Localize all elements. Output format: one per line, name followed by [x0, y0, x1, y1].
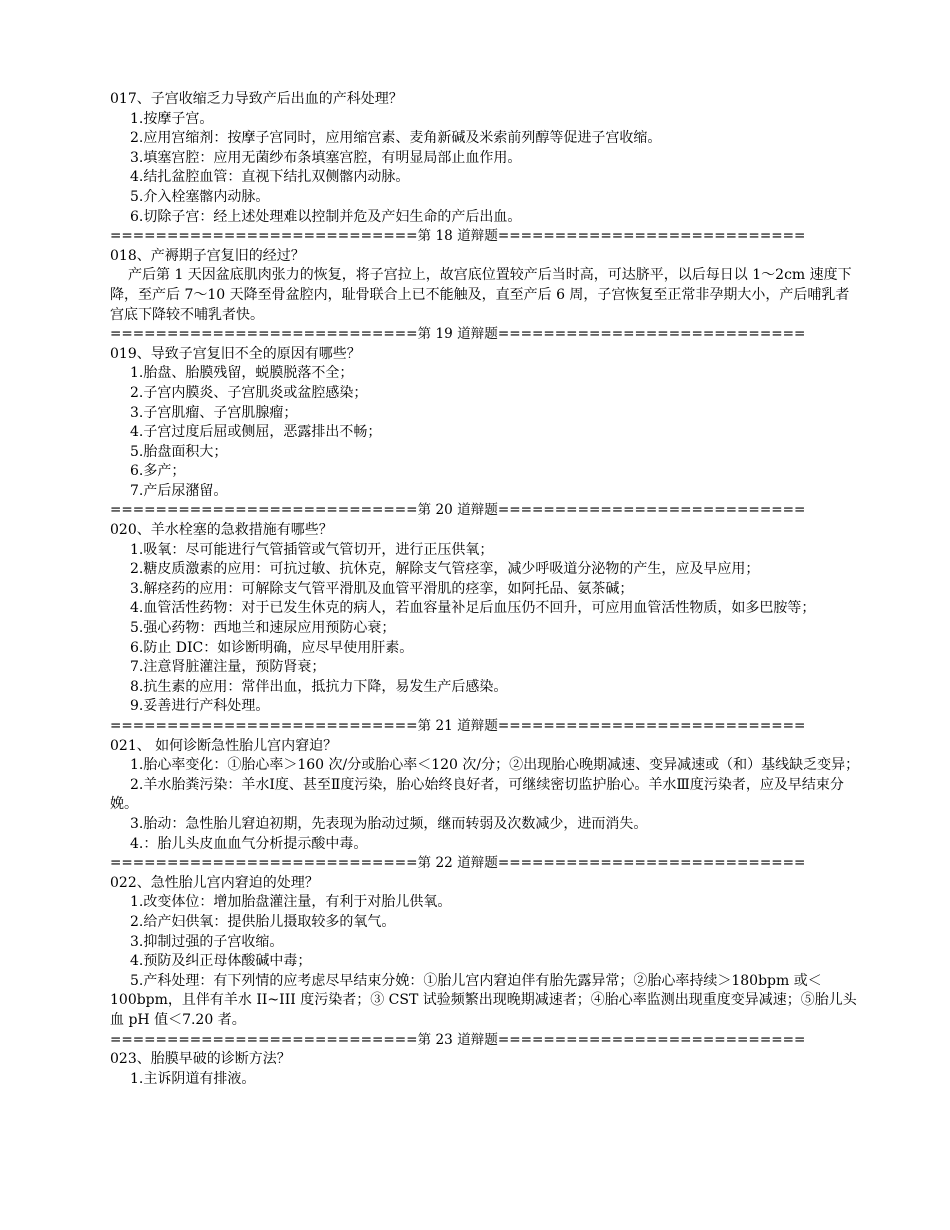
list-item: 4.：胎儿头皮血血气分析提示酸中毒。 [130, 835, 368, 852]
list-item: 7.注意肾脏灌注量，预防肾衰； [130, 659, 326, 676]
list-item: 3.抑制过强的子宫收缩。 [130, 933, 284, 950]
list-item: 2.糖皮质激素的应用：可抗过敏、抗休克，解除支气管痉挛，减少呼吸道分泌物的产生，应及早应用； [130, 561, 760, 578]
list-item: 1.主诉阴道有排液。 [130, 1070, 256, 1087]
question-title: 017、子宫收缩乏力导致产后出血的产科处理？ [110, 91, 403, 107]
list-item: 1.改变体位：增加胎盘灌注量，有利于对胎儿供氧。 [130, 894, 452, 911]
list-item: 6.多产； [130, 463, 186, 480]
list-item: 8.抗生素的应用：常伴出血，抵抗力下降，易发生产后感染。 [130, 678, 508, 695]
list-item: 3.子宫肌瘤、子宫肌腺瘤； [130, 404, 298, 421]
list-item: 5.介入栓塞髂内动脉。 [130, 188, 270, 205]
list-item: 5.强心药物：西地兰和速尿应用预防心衰； [130, 620, 396, 637]
list-item: 4.预防及纠正母体酸碱中毒； [130, 953, 312, 970]
list-item: 4.血管活性药物：对于已发生休克的病人，若血容量补足后血压仍不回升，可应用血管活性物质，如多巴胺等； [130, 600, 816, 617]
list-item: 1.胎心率变化：①胎心率＞160 次/分或胎心率＜120 次/分；②出现胎心晚期减速、变异减速或（和）基线缺乏变异； [130, 757, 860, 774]
section-separator: ===========================第 21 道辩题=========================== [110, 718, 806, 734]
list-item: 5.胎盘面积大； [130, 443, 228, 460]
list-item: 7.产后尿潴留。 [130, 482, 228, 499]
list-item: 3.填塞宫腔：应用无菌纱布条填塞宫腔，有明显局部止血作用。 [130, 149, 522, 166]
section-separator: ===========================第 20 道辩题=========================== [110, 502, 806, 519]
list-item: 2.给产妇供氧：提供胎儿摄取较多的氧气。 [130, 913, 396, 930]
answer-paragraph: 产后第 1 天因盆底肌肉张力的恢复，将子宫拉上，故宫底位置较产后当时高，可达脐平，以后每日以 1～2cm 速度下降，至产后 7～10 天降至骨盆腔内，耻骨联合上已不能触及，直至产后 6 周，子宫恢复至正常非孕期大小，产后哺乳者宫底下降较不哺乳者快。 [110, 267, 852, 323]
list-item: 2.羊水胎粪污染：羊水Ⅰ度、甚至Ⅱ度污染，胎心始终良好者，可继续密切监护胎心。羊水Ⅲ度污染者，应及早结束分娩。 [110, 776, 844, 813]
list-item: 9.妥善进行产科处理。 [130, 698, 270, 715]
list-item: 1.按摩子宫。 [130, 110, 214, 127]
list-item: 6.防止 DIC：如诊断明确，应尽早使用肝素。 [130, 639, 414, 656]
question-title: 021、 如何诊断急性胎儿宫内窘迫？ [110, 737, 338, 754]
list-item: 3.胎动：急性胎儿窘迫初期，先表现为胎动过频，继而转弱及次数减少，进而消失。 [130, 815, 648, 832]
question-title: 020、羊水栓塞的急救措施有哪些？ [110, 522, 333, 539]
list-item: 3.解痉药的应用：可解除支气管平滑肌及血管平滑肌的痉挛，如阿托品、氨茶碱； [130, 580, 634, 597]
list-item: 5.产科处理：有下列情的应考虑尽早结束分娩：①胎儿宫内窘迫伴有胎先露异常；②胎心率持续＞180bpm 或＜100bpm，且伴有羊水 II~III 度污染者；③ CST 试验频繁出现晚期减速者；④胎心率监测出现重度变异减速；⑤胎儿头血 pH 值＜7.20 者。 [110, 972, 857, 1028]
list-item: 6.切除子宫：经上述处理难以控制并危及产妇生命的产后出血。 [130, 208, 522, 225]
section-separator: ===========================第 19 道辩题=========================== [110, 326, 806, 343]
section-separator: ===========================第 18 道辩题=========================== [110, 228, 806, 245]
list-item: 2.应用宫缩剂：按摩子宫同时，应用缩宫素、麦角新碱及米索前列醇等促进子宫收缩。 [130, 130, 662, 147]
list-item: 2.子宫内膜炎、子宫肌炎或盆腔感染； [130, 384, 368, 401]
list-item: 4.结扎盆腔血管：直视下结扎双侧髂内动脉。 [130, 169, 410, 186]
section-separator: ===========================第 23 道辩题=========================== [110, 1031, 806, 1048]
question-title: 018、产褥期子宫复旧的经过？ [110, 247, 305, 264]
question-title: 023、胎膜早破的诊断方法？ [110, 1051, 291, 1068]
list-item: 1.胎盘、胎膜残留，蜕膜脱落不全； [130, 365, 354, 382]
list-item: 1.吸氧：尽可能进行气管插管或气管切开，进行正压供氧； [130, 541, 494, 558]
list-item: 4.子宫过度后屈或侧屈，恶露排出不畅； [130, 424, 382, 441]
question-title: 022、急性胎儿宫内窘迫的处理？ [110, 874, 319, 891]
question-title: 019、导致子宫复旧不全的原因有哪些？ [110, 345, 361, 362]
section-separator: ===========================第 22 道辩题=========================== [110, 855, 806, 872]
